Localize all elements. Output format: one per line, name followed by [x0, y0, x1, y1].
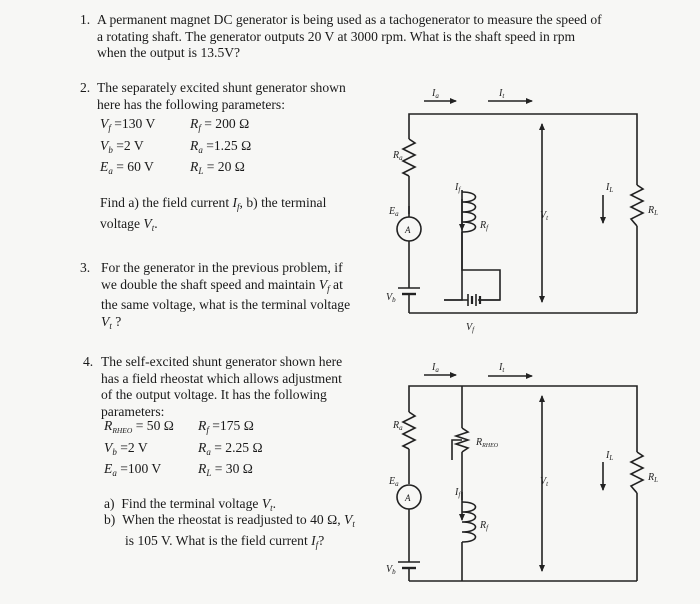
rl-resistor-2	[631, 452, 643, 493]
c2-it-label: $I_t$	[499, 362, 505, 374]
q2-param-vb: $V_b =2$ V	[100, 138, 144, 155]
c2-ia-label: $I_a$	[432, 362, 439, 374]
c2-rl-label: $R_L$	[648, 472, 659, 484]
c1-rl-label: $R_L$	[648, 205, 659, 217]
q2-find: Find a) the field current $I_f$, b) the terminal voltage $V_t$.	[100, 195, 327, 233]
c1-ra-label: $R_a$	[393, 150, 403, 162]
q4-param-rl: $R_L = 30$ Ω	[198, 461, 253, 478]
q2-intro-line: The separately excited shunt generator shown	[97, 80, 346, 95]
q1-number: 1.	[80, 12, 91, 27]
q4-number: 4.	[83, 354, 94, 369]
c2-vt-label: $V_t$	[540, 476, 549, 488]
ra-resistor-2	[403, 412, 415, 449]
q4-intro: The self-excited shunt generator shown here has a field rheostat which allows adjustment of the output voltage. It has the following parameters:	[101, 354, 343, 419]
c1-il-label: $I_L$	[606, 182, 614, 194]
c1-vf-label: $V_f$	[466, 322, 475, 334]
rl-resistor	[631, 185, 643, 226]
q4-param-rrheo: $R_{RHEO} = 50$ Ω	[104, 418, 174, 435]
field-wire	[444, 190, 462, 300]
q3-text: For the generator in the previous problem, if we double the shaft speed and maintain $V_f$ at the same voltage, what is the terminal voltage $V_t$ ?	[101, 260, 351, 331]
c1-if-label: $I_f$	[455, 182, 461, 194]
q2-param-rl: $R_L = 20$ Ω	[190, 159, 245, 176]
q4-param-vb: $V_b =2$ V	[104, 440, 148, 457]
c1-vb-label: $V_b$	[386, 292, 396, 304]
q1-line: when the output is 13.5V?	[97, 45, 241, 60]
c1-it-label: $I_t$	[499, 88, 505, 100]
c1-rf-label: $R_f$	[480, 220, 489, 232]
q3-number: 3.	[80, 260, 91, 275]
c2-if-label: $I_f$	[455, 487, 461, 499]
circuit-2	[397, 375, 643, 581]
circuit-1	[397, 101, 643, 313]
q2-param-ra: $R_a =1.25$ Ω	[190, 138, 252, 155]
q2-param-ea: $E_a = 60$ V	[100, 159, 154, 176]
c1-ia-label: $I_a$	[432, 88, 439, 100]
q4-part-a: a) Find the terminal voltage $V_t$.	[104, 496, 277, 513]
q4-param-rf: $R_f =175$ Ω	[198, 418, 254, 435]
q2-param-rf: $R_f = 200$ Ω	[190, 116, 250, 133]
c2-rrheo-label: $R_{RHEO}$	[476, 437, 499, 449]
q1-line: a rotating shaft. The generator outputs 20 V at 3000 rpm. What is the shaft speed in rpm	[97, 28, 576, 44]
q4-part-b: b) When the rheostat is readjusted to 40 Ω, $V_t$ is 105 V. What is the field current $I_f$?	[104, 512, 355, 550]
c1-armature-a: A	[405, 225, 411, 235]
c1-vt-label: $V_t$	[540, 210, 549, 222]
q4-param-ra: $R_a = 2.25$ Ω	[198, 440, 263, 457]
q2-param-vf: $V_f =130$ V	[100, 116, 156, 133]
c2-rf-label: $R_f$	[480, 520, 489, 532]
c2-ea-label: $E_a$	[389, 476, 399, 488]
c2-armature-a: A	[405, 493, 411, 503]
rf-coil	[462, 192, 476, 232]
c2-vb-label: $V_b$	[386, 564, 396, 576]
q2-intro-line: here has the following parameters:	[97, 96, 285, 112]
q2-number: 2.	[80, 80, 91, 95]
c2-il-label: $I_L$	[606, 450, 614, 462]
q4-param-ea: $E_a =100$ V	[104, 461, 162, 478]
ra-resistor	[403, 139, 415, 176]
q1-line: A permanent magnet DC generator is being used as a tachogenerator to measure the speed of	[97, 12, 602, 27]
rf-coil-2	[462, 502, 476, 542]
c2-ra-label: $R_a$	[393, 420, 403, 432]
c1-ea-label: $E_a$	[389, 206, 399, 218]
